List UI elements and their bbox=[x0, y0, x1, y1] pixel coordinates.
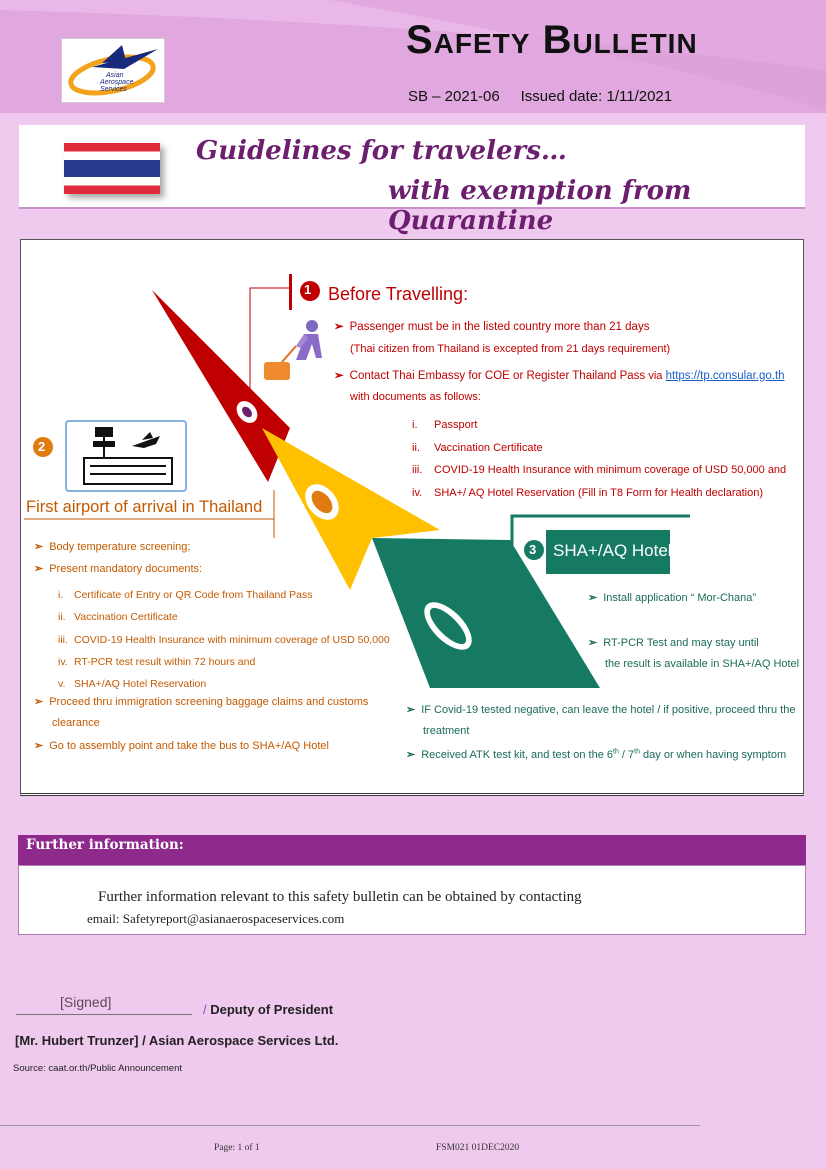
step1-item2-text: Contact Thai Embassy for COE or Register Thailand Pass bbox=[349, 370, 646, 382]
step1-item1-text: Passenger must be in the listed country more than 21 days bbox=[349, 321, 650, 333]
step2-item2: ➢ Present mandatory documents: bbox=[34, 563, 203, 575]
step2-doc: i. Certificate of Entry or QR Code from Thailand Pass bbox=[58, 589, 313, 601]
svg-text:Aerospace: Aerospace bbox=[100, 79, 134, 86]
step2-number: 2 bbox=[38, 439, 46, 454]
step3-item1: ➢ Install application “ Mor-Chana” bbox=[588, 592, 757, 604]
step2-item3: ➢ Proceed thru immigration screening baggage claims and customs bbox=[34, 696, 369, 708]
form-code: FSM021 01DEC2020 bbox=[436, 1143, 520, 1153]
sb-number: SB – 2021-06 bbox=[408, 88, 500, 105]
step1-item2: ➢ Contact Thai Embassy for COE or Register Thailand Pass via https://tp.consular.go.th bbox=[334, 370, 785, 382]
step2-item3-cont: clearance bbox=[52, 717, 100, 729]
role-slash: / bbox=[203, 1002, 207, 1017]
step3-item2: ➢ RT-PCR Test and may stay until bbox=[588, 637, 759, 649]
step2-title: First airport of arrival in Thailand bbox=[26, 498, 263, 516]
step2-item4: ➢ Go to assembly point and take the bus to SHA+/AQ Hotel bbox=[34, 740, 329, 752]
further-info-text: Further information relevant to this safety bulletin can be obtained by contacting bbox=[98, 889, 582, 905]
step1-number: 1 bbox=[304, 282, 312, 297]
step1-item2-via: via bbox=[648, 370, 663, 382]
page-number: Page: 1 of 1 bbox=[214, 1143, 260, 1153]
signature-line bbox=[16, 1014, 192, 1015]
issued-date: Issued date: 1/11/2021 bbox=[520, 88, 673, 105]
step1-doc: ii. Vaccination Certificate bbox=[412, 441, 543, 454]
step1-doc: iii. COVID-19 Health Insurance with minimum coverage of USD 50,000 and bbox=[412, 464, 787, 476]
step2-doc: v. SHA+/AQ Hotel Reservation bbox=[58, 678, 207, 691]
svg-text:Services: Services bbox=[100, 86, 127, 93]
step3-title: SHA+/AQ Hotel bbox=[553, 541, 672, 560]
signed-mark: [Signed] bbox=[60, 994, 112, 1010]
step1-bar bbox=[289, 274, 292, 310]
signatory-role bbox=[203, 1002, 333, 1017]
further-info-heading: Further information: bbox=[26, 837, 184, 853]
step3-item4: ➢ Received ATK test kit, and test on the 6th / 7th day or when having symptom bbox=[406, 748, 787, 761]
step1-docs-list bbox=[412, 414, 786, 504]
step2-doc: iv. RT-PCR test result within 72 hours and bbox=[58, 655, 256, 668]
signatory-name: [Mr. Hubert Trunzer] / Asian Aerospace Services Ltd. bbox=[15, 1033, 339, 1048]
role-text: Deputy of President bbox=[206, 1002, 334, 1017]
guidelines-title-line2: with exemption from Quarantine bbox=[388, 176, 692, 236]
contact-email[interactable]: email: Safetyreport@asianaerospaceservices.com bbox=[87, 911, 345, 926]
footer-rule bbox=[0, 1125, 700, 1126]
source-note: Source: caat.or.th/Public Announcement bbox=[13, 1063, 182, 1074]
step1-title: Before Travelling: bbox=[328, 284, 469, 304]
consular-link[interactable]: https://tp.consular.go.th bbox=[665, 370, 785, 382]
step1-item1: ➢ Passenger must be in the listed country more than 21 days bbox=[334, 321, 650, 333]
step2-doc: ii. Vaccination Certificate bbox=[58, 611, 178, 624]
step1-doc: iv. SHA+/ AQ Hotel Reservation (Fill in T8 Form for Health declaration) bbox=[412, 486, 764, 499]
step1-doc: i. Passport bbox=[412, 419, 478, 431]
step3-item3-cont: treatment bbox=[423, 725, 470, 737]
bulletin-title: Safety Bulletin bbox=[406, 18, 698, 62]
traveler-icon bbox=[264, 320, 322, 380]
step1-item1-note: (Thai citizen from Thailand is excepted from 21 days requirement) bbox=[350, 343, 671, 355]
step2-docs-list bbox=[58, 584, 390, 695]
step3-item2-cont: the result is available in SHA+/AQ Hotel bbox=[605, 658, 800, 670]
step2-doc: iii. COVID-19 Health Insurance with minimum coverage of USD 50,000 bbox=[58, 633, 390, 646]
step3-item3: ➢ IF Covid-19 tested negative, can leave the hotel / if positive, proceed thru the bbox=[406, 704, 796, 716]
step1-item2-sub: with documents as follows: bbox=[350, 391, 481, 403]
guidelines-title-line1: Guidelines for travelers… bbox=[196, 136, 567, 166]
step3-number: 3 bbox=[529, 542, 537, 557]
step2-item1: ➢ Body temperature screening; bbox=[34, 541, 191, 553]
svg-text:Asian: Asian bbox=[106, 72, 124, 79]
